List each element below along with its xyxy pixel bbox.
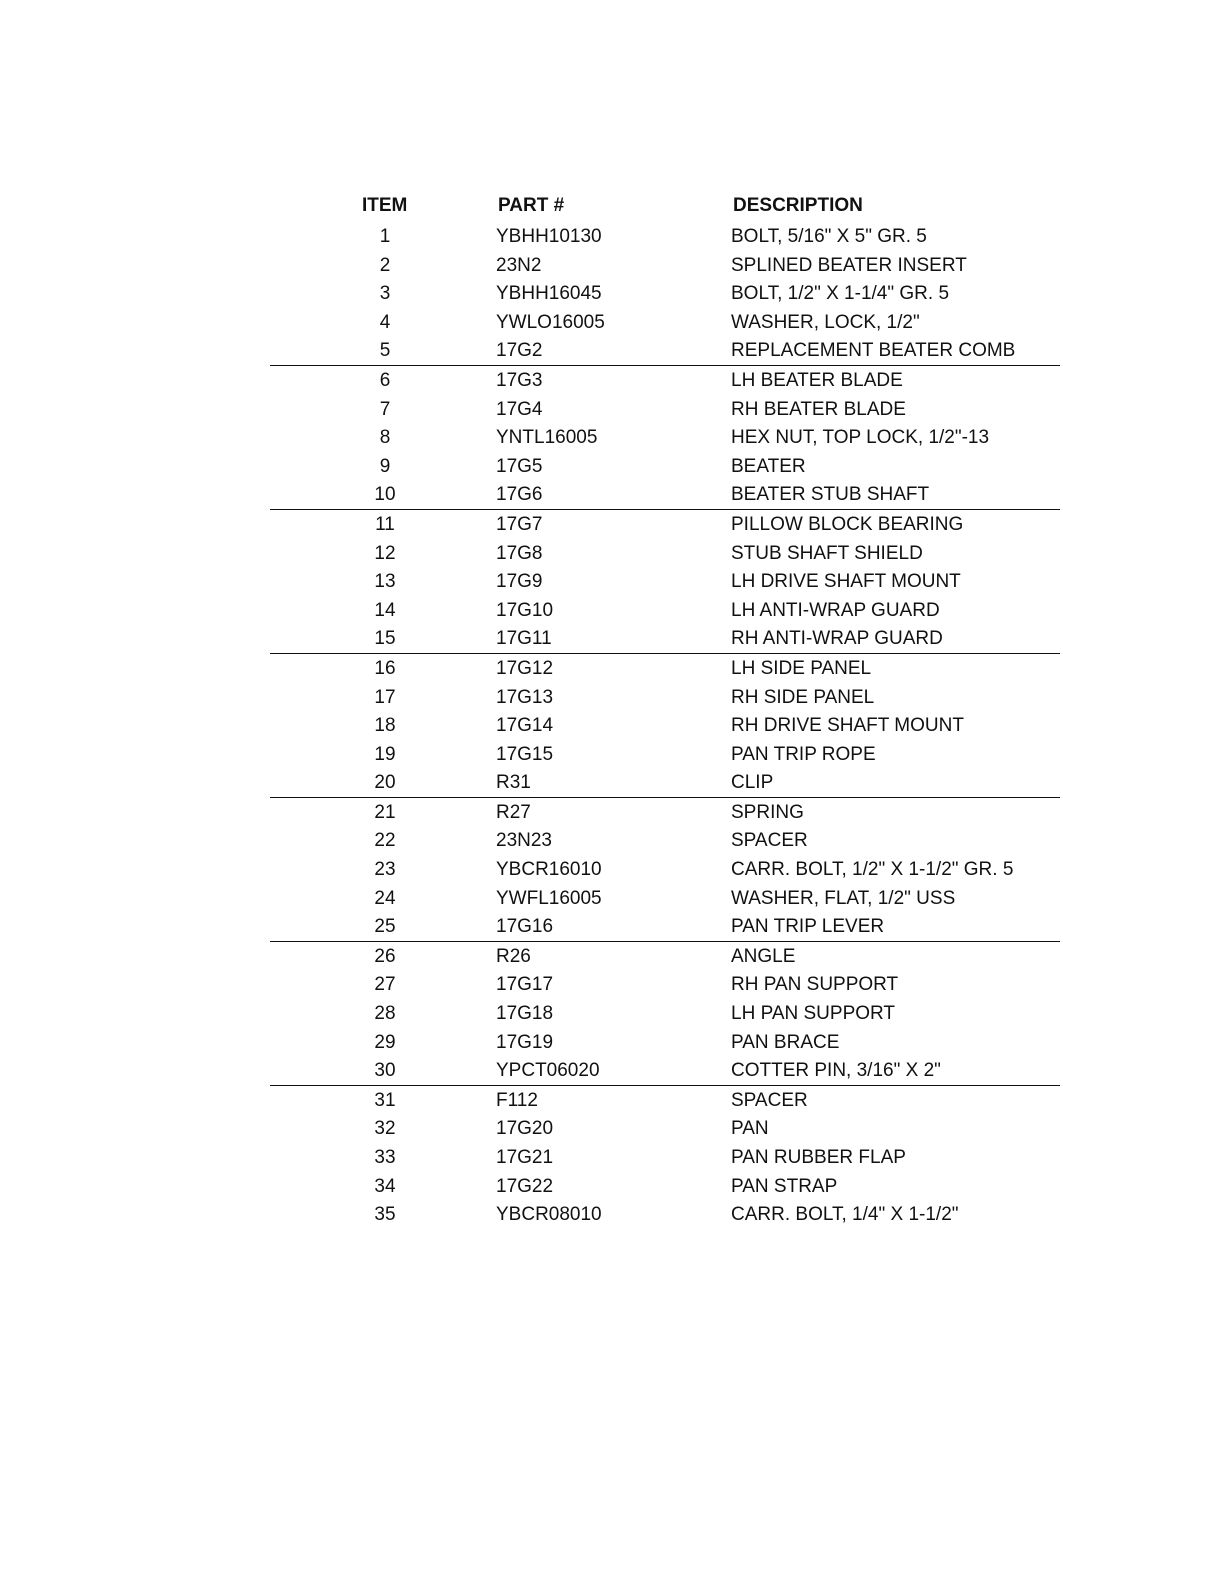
- part-number: YWLO16005: [496, 311, 605, 333]
- table-row: [270, 510, 1060, 539]
- parts-list-body: [270, 222, 1060, 1229]
- part-number: R26: [496, 945, 531, 967]
- table-row: [270, 740, 1060, 769]
- part-description: LH DRIVE SHAFT MOUNT: [731, 571, 961, 593]
- part-number: 17G12: [496, 657, 554, 679]
- part-description: BEATER STUB SHAFT: [731, 484, 930, 506]
- part-number: YWFL16005: [496, 887, 602, 909]
- part-description: CARR. BOLT, 1/4" X 1-1/2": [731, 1204, 959, 1226]
- part-description: PILLOW BLOCK BEARING: [731, 513, 964, 535]
- part-description: LH BEATER BLADE: [731, 369, 903, 391]
- item-number: 27: [374, 974, 396, 996]
- item-number: 23: [374, 859, 396, 881]
- table-row: [270, 855, 1060, 884]
- table-row: [270, 395, 1060, 424]
- item-number: 20: [374, 772, 396, 794]
- table-row: [270, 624, 1060, 653]
- part-description: PAN TRIP LEVER: [731, 916, 885, 938]
- item-number: 15: [374, 628, 396, 650]
- item-number: 25: [374, 916, 396, 938]
- table-row: [270, 567, 1060, 596]
- item-number: 5: [379, 340, 391, 362]
- parts-group: [270, 941, 1060, 1085]
- part-number: 17G20: [496, 1118, 554, 1140]
- table-row: [270, 423, 1060, 452]
- table-row: [270, 798, 1060, 827]
- part-number: 17G5: [496, 455, 543, 477]
- part-description: SPACER: [731, 1089, 808, 1111]
- item-number: 21: [374, 801, 396, 823]
- description-column-header: DESCRIPTION: [733, 195, 863, 216]
- item-number: 8: [379, 427, 391, 449]
- part-description: PAN TRIP ROPE: [731, 743, 876, 765]
- parts-group: [270, 365, 1060, 509]
- part-number: 17G3: [496, 369, 543, 391]
- item-number: 17: [374, 686, 396, 708]
- item-number: 19: [374, 743, 396, 765]
- table-row: [270, 942, 1060, 971]
- part-description: RH BEATER BLADE: [731, 398, 906, 420]
- part-number: 17G17: [496, 974, 554, 996]
- item-number: 6: [379, 369, 391, 391]
- part-number: 17G2: [496, 340, 543, 362]
- item-number: 14: [374, 599, 396, 621]
- part-number: YBHH16045: [496, 283, 602, 305]
- item-number: 29: [374, 1031, 396, 1053]
- part-description: STUB SHAFT SHIELD: [731, 542, 923, 564]
- part-number: YPCT06020: [496, 1060, 600, 1082]
- part-description: BOLT, 5/16" X 5" GR. 5: [731, 226, 927, 247]
- parts-group: [270, 1085, 1060, 1229]
- part-description: WASHER, FLAT, 1/2" USS: [731, 887, 956, 909]
- item-number: 31: [374, 1089, 396, 1111]
- part-number-column-header: PART #: [498, 195, 565, 216]
- part-description: HEX NUT, TOP LOCK, 1/2"-13: [731, 427, 990, 449]
- part-description: SPRING: [731, 801, 804, 823]
- part-number: 17G15: [496, 743, 554, 765]
- part-number: F112: [496, 1089, 538, 1111]
- item-number: 13: [374, 571, 396, 593]
- part-description: PAN STRAP: [731, 1175, 838, 1197]
- item-number: 10: [374, 484, 396, 506]
- part-description: SPLINED BEATER INSERT: [731, 254, 967, 276]
- part-number: 23N23: [496, 830, 552, 852]
- table-row: [270, 1086, 1060, 1115]
- part-description: LH PAN SUPPORT: [731, 1003, 896, 1025]
- item-number: 28: [374, 1003, 396, 1025]
- part-description: PAN BRACE: [731, 1031, 840, 1053]
- part-description: COTTER PIN, 3/16" X 2": [731, 1060, 941, 1082]
- part-description: PAN RUBBER FLAP: [731, 1147, 906, 1168]
- part-number: 17G10: [496, 599, 554, 621]
- item-number: 9: [379, 455, 391, 477]
- item-number: 33: [374, 1147, 396, 1168]
- part-number: YBHH10130: [496, 226, 602, 247]
- table-row: [270, 768, 1060, 797]
- table-row: [270, 1056, 1060, 1085]
- parts-group: [270, 509, 1060, 653]
- part-description: ANGLE: [731, 945, 796, 967]
- item-number: 32: [374, 1118, 396, 1140]
- table-row: [270, 970, 1060, 999]
- table-row: [270, 1028, 1060, 1057]
- part-number: 17G18: [496, 1003, 554, 1025]
- table-row: [270, 1143, 1060, 1172]
- item-number: 24: [374, 887, 396, 909]
- item-number: 22: [374, 830, 396, 852]
- part-number: 17G19: [496, 1031, 554, 1053]
- item-number: 4: [379, 311, 391, 333]
- part-description: BOLT, 1/2" X 1-1/4" GR. 5: [731, 283, 950, 305]
- table-row: [270, 480, 1060, 509]
- part-number: YBCR16010: [496, 859, 602, 881]
- part-description: SPACER: [731, 830, 808, 852]
- item-number: 2: [379, 254, 391, 276]
- part-description: RH SIDE PANEL: [731, 686, 875, 708]
- item-number: 26: [374, 945, 396, 967]
- item-number: 3: [379, 283, 391, 305]
- item-number: 16: [374, 657, 396, 679]
- part-description: CLIP: [731, 772, 774, 794]
- part-number: 17G7: [496, 513, 543, 535]
- part-number: 17G21: [496, 1147, 554, 1168]
- table-row: [270, 1114, 1060, 1143]
- parts-list: [270, 192, 1060, 1229]
- table-row: [270, 1172, 1060, 1201]
- part-description: RH DRIVE SHAFT MOUNT: [731, 715, 964, 737]
- table-row: [270, 711, 1060, 740]
- part-description: CARR. BOLT, 1/2" X 1-1/2" GR. 5: [731, 859, 1014, 881]
- part-description: LH ANTI-WRAP GUARD: [731, 599, 940, 621]
- parts-group: [270, 222, 1060, 365]
- part-number: YBCR08010: [496, 1204, 602, 1226]
- table-row: [270, 539, 1060, 568]
- parts-group: [270, 797, 1060, 941]
- part-number: YNTL16005: [496, 427, 598, 449]
- part-description: BEATER: [731, 455, 806, 477]
- table-row: [270, 884, 1060, 913]
- item-number: 11: [375, 513, 395, 535]
- parts-list-header: [270, 192, 1060, 222]
- part-number: 17G9: [496, 571, 543, 593]
- item-number: 12: [374, 542, 396, 564]
- part-number: 17G4: [496, 398, 543, 420]
- part-number: 17G13: [496, 686, 554, 708]
- table-row: [270, 308, 1060, 337]
- table-row: [270, 452, 1060, 481]
- table-row: [270, 683, 1060, 712]
- table-row: [270, 336, 1060, 365]
- table-row: [270, 222, 1060, 251]
- table-row: [270, 826, 1060, 855]
- part-description: LH SIDE PANEL: [731, 657, 872, 679]
- table-row: [270, 251, 1060, 280]
- part-description: PAN: [731, 1118, 769, 1140]
- table-row: [270, 279, 1060, 308]
- table-row: [270, 366, 1060, 395]
- table-row: [270, 596, 1060, 625]
- item-column-header: ITEM: [362, 195, 408, 216]
- part-description: REPLACEMENT BEATER COMB: [731, 340, 1016, 362]
- item-number: 7: [379, 398, 391, 420]
- table-row: [270, 912, 1060, 941]
- part-description: RH ANTI-WRAP GUARD: [731, 628, 943, 650]
- item-number: 35: [374, 1204, 396, 1226]
- part-number: R27: [496, 801, 531, 823]
- table-row: [270, 999, 1060, 1028]
- part-number: 17G8: [496, 542, 543, 564]
- part-number: 17G16: [496, 916, 554, 938]
- part-number: 17G6: [496, 484, 543, 506]
- part-number: 17G14: [496, 715, 554, 737]
- item-number: 30: [374, 1060, 396, 1082]
- item-number: 34: [374, 1175, 396, 1197]
- part-description: RH PAN SUPPORT: [731, 974, 899, 996]
- parts-group: [270, 653, 1060, 797]
- part-description: WASHER, LOCK, 1/2": [731, 311, 920, 333]
- table-row: [270, 1200, 1060, 1229]
- table-row: [270, 654, 1060, 683]
- part-number: R31: [496, 772, 531, 794]
- part-number: 17G22: [496, 1175, 554, 1197]
- item-number: 18: [374, 715, 396, 737]
- item-number: 1: [379, 226, 391, 247]
- part-number: 23N2: [496, 254, 542, 276]
- part-number: 17G11: [496, 628, 552, 650]
